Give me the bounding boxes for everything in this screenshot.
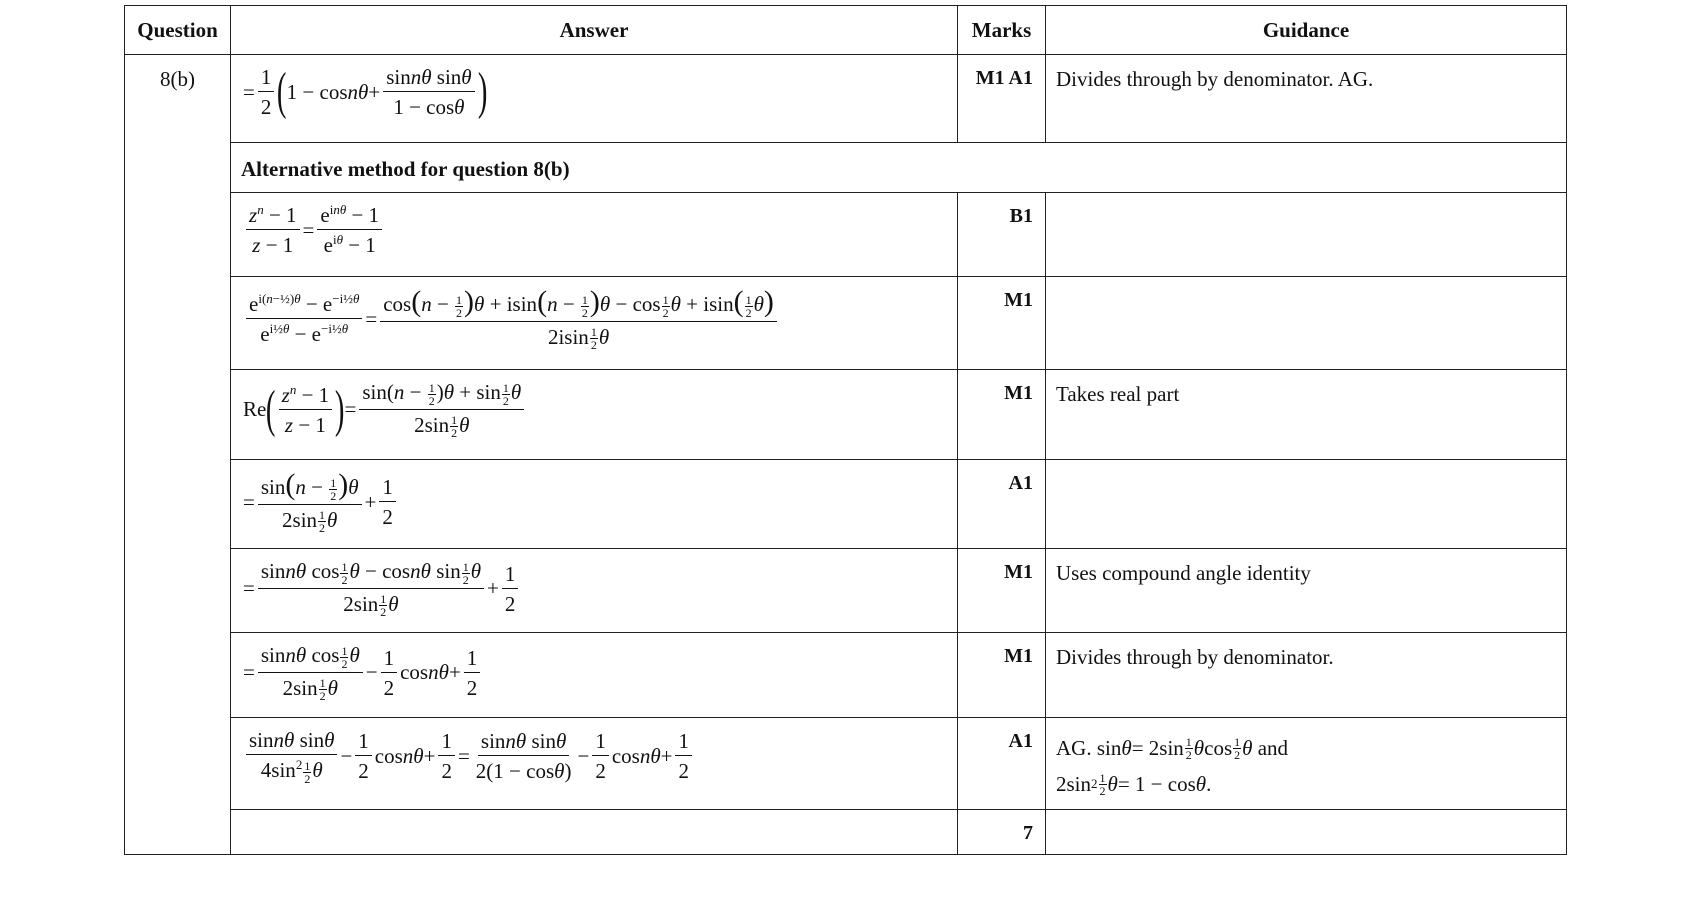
answer-cell bbox=[231, 633, 958, 718]
marks-cell: A1 bbox=[958, 460, 1046, 549]
guidance-cell: Divides through by denominator. bbox=[1046, 633, 1567, 718]
table-row bbox=[125, 277, 1567, 370]
math-expression: $e^{i(n-\frac{1}{2})\theta} - e^{-i\frac{1}{2}\theta}$ $e^{i\frac{1}{2}\theta} - e^{-i\frac{1}{2}\theta}$ = cos(n − $\frac{1}{2}$ )θ + isin(n − $\frac{1}{2}$ )θ − cos $\frac{1}{2}$ θ + isin( $\frac{1}{2}$ θ) 2isin $\frac{1}{2}$ θ bbox=[243, 287, 780, 351]
guidance-cell bbox=[1046, 193, 1567, 277]
guidance-cell: Divides through by denominator. AG. bbox=[1046, 55, 1567, 143]
marks-cell: M1 bbox=[958, 370, 1046, 460]
total-marks: 7 bbox=[958, 810, 1046, 855]
header-guidance: Guidance bbox=[1046, 6, 1567, 55]
table-row bbox=[125, 143, 1567, 193]
math-expression: = sinnθ cos $\frac{1}{2}$ θ − cosnθ sin $\frac{1}{2}$ θ 2sin $\frac{1}{2}$ θ + 1 2 bbox=[243, 559, 521, 618]
guidance-cell bbox=[1046, 460, 1567, 549]
marks-cell: M1 bbox=[958, 277, 1046, 370]
table-row bbox=[125, 55, 1567, 143]
header-answer: Answer bbox=[231, 6, 958, 55]
question-label: 8(b) bbox=[125, 55, 231, 855]
answer-cell bbox=[231, 460, 958, 549]
guidance-cell bbox=[1046, 277, 1567, 370]
table-row bbox=[125, 810, 1567, 855]
math-expression: 2sin 2 1 2 θ = 1 − cos θ . bbox=[1056, 770, 1212, 798]
math-expression: sinnθ sinθ $4\sin^2$ $\frac{1}{2}$ θ − 1 2 cos nθ + 1 2 = sinnθ sinθ 2(1 − cosθ) − 1 2 cos nθ + 1 2 bbox=[243, 728, 695, 785]
alternative-method-heading: Alternative method for question 8(b) bbox=[231, 143, 1567, 193]
answer-cell bbox=[231, 193, 958, 277]
marks-cell: M1 bbox=[958, 633, 1046, 718]
answer-cell bbox=[231, 718, 958, 810]
table-row bbox=[125, 633, 1567, 718]
math-expression: = sin(n − $\frac{1}{2}$ )θ 2sin $\frac{1}{2}$ θ + 1 2 bbox=[243, 470, 399, 534]
header-question: Question bbox=[125, 6, 231, 55]
table-row bbox=[125, 460, 1567, 549]
math-expression: $z^n - 1$ z − 1 = $e^{in\theta} - 1$ $e^{i\theta} - 1$ bbox=[243, 203, 385, 257]
marks-cell: M1 bbox=[958, 549, 1046, 633]
math-expression: = sinnθ cos $\frac{1}{2}$ θ 2sin $\frac{1}{2}$ θ − 1 2 cos nθ + 1 2 bbox=[243, 643, 483, 702]
math-expression: Re ( $z^n - 1$ z − 1 ) = sin(n − $\frac{1}{2}$ )θ + sin $\frac{1}{2}$ θ 2sin $\frac{1}{2}$ θ bbox=[243, 380, 527, 439]
math-expression: = 1 2 ( 1 − cos nθ + sinnθ sinθ 1 − cosθ ) bbox=[243, 63, 488, 121]
guidance-cell: Takes real part bbox=[1046, 370, 1567, 460]
answer-cell bbox=[231, 810, 958, 855]
table-row bbox=[125, 549, 1567, 633]
header-row bbox=[125, 6, 1567, 55]
marks-cell: B1 bbox=[958, 193, 1046, 277]
answer-cell bbox=[231, 55, 958, 143]
marks-cell: M1 A1 bbox=[958, 55, 1046, 143]
table-row bbox=[125, 370, 1567, 460]
answer-cell bbox=[231, 277, 958, 370]
guidance-cell bbox=[1046, 718, 1567, 810]
table-row bbox=[125, 193, 1567, 277]
answer-cell bbox=[231, 549, 958, 633]
answer-cell bbox=[231, 370, 958, 460]
marks-cell: A1 bbox=[958, 718, 1046, 810]
guidance-prefix: AG. bbox=[1056, 736, 1092, 760]
mark-scheme-table bbox=[124, 5, 1567, 855]
guidance-cell: Uses compound angle identity bbox=[1046, 549, 1567, 633]
header-marks: Marks bbox=[958, 6, 1046, 55]
guidance-and: and bbox=[1257, 736, 1289, 760]
guidance-cell bbox=[1046, 810, 1567, 855]
math-expression: sin θ = 2sin 1 2 θ cos 1 2 θ bbox=[1096, 734, 1253, 762]
table-row bbox=[125, 718, 1567, 810]
